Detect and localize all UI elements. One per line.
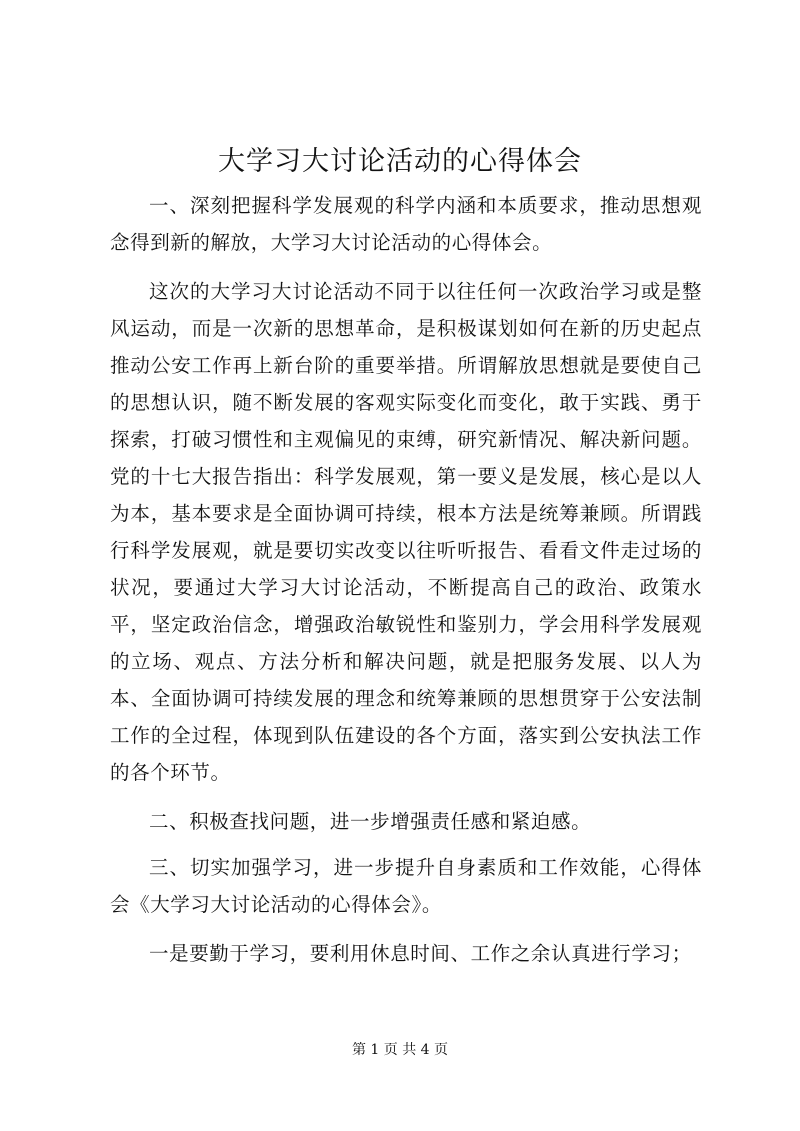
- paragraph-main-body: 这次的大学习大讨论活动不同于以往任何一次政治学习或是整风运动，而是一次新的思想革命，是积极谋划如何在新的历史起点推动公安工作再上新台阶的重要举措。所谓解放思想就是要使自己的思想认识，随不断发展的客观实际变化而变化，敢于实践、勇于探索，打破习惯性和主观偏见的束缚，研究新情况、解决新问题。党的十七大报告指出：科学发展观，第一要义是发展，核心是以人为本，基本要求是全面协调可持续，根本方法是统筹兼顾。所谓践行科学发展观，就是要切实改变以往听听报告、看看文件走过场的状况，要通过大学习大讨论活动，不断提高自己的政治、政策水平，坚定政治信念，增强政治敏锐性和鉴别力，学会用科学发展观的立场、观点、方法分析和解决问题，就是把服务发展、以人为本、全面协调可持续发展的理念和统筹兼顾的思想贯穿于公安法制工作的全过程，体现到队伍建设的各个方面，落实到公安执法工作的各个环节。: [110, 280, 702, 784]
- page-footer: 第 1 页 共 4 页: [351, 1042, 449, 1058]
- paragraph-section-two-heading: 二、积极查找问题，进一步增强责任感和紧迫感。: [149, 810, 592, 833]
- paragraph-study-point-one: 一是要勤于学习，要利用休息时间、工作之余认真进行学习；: [149, 942, 692, 965]
- paragraph-section-three-heading: 三、切实加强学习，进一步提升自身素质和工作效能，心得体会《大学习大讨论活动的心得体会》。: [110, 856, 702, 916]
- paragraph-section-one-heading: 一、深刻把握科学发展观的科学内涵和本质要求，推动思想观念得到新的解放，大学习大讨论活动的心得体会。: [110, 194, 702, 254]
- document-body: [110, 187, 702, 984]
- page-title: 大学习大讨论活动的心得体会: [218, 146, 582, 177]
